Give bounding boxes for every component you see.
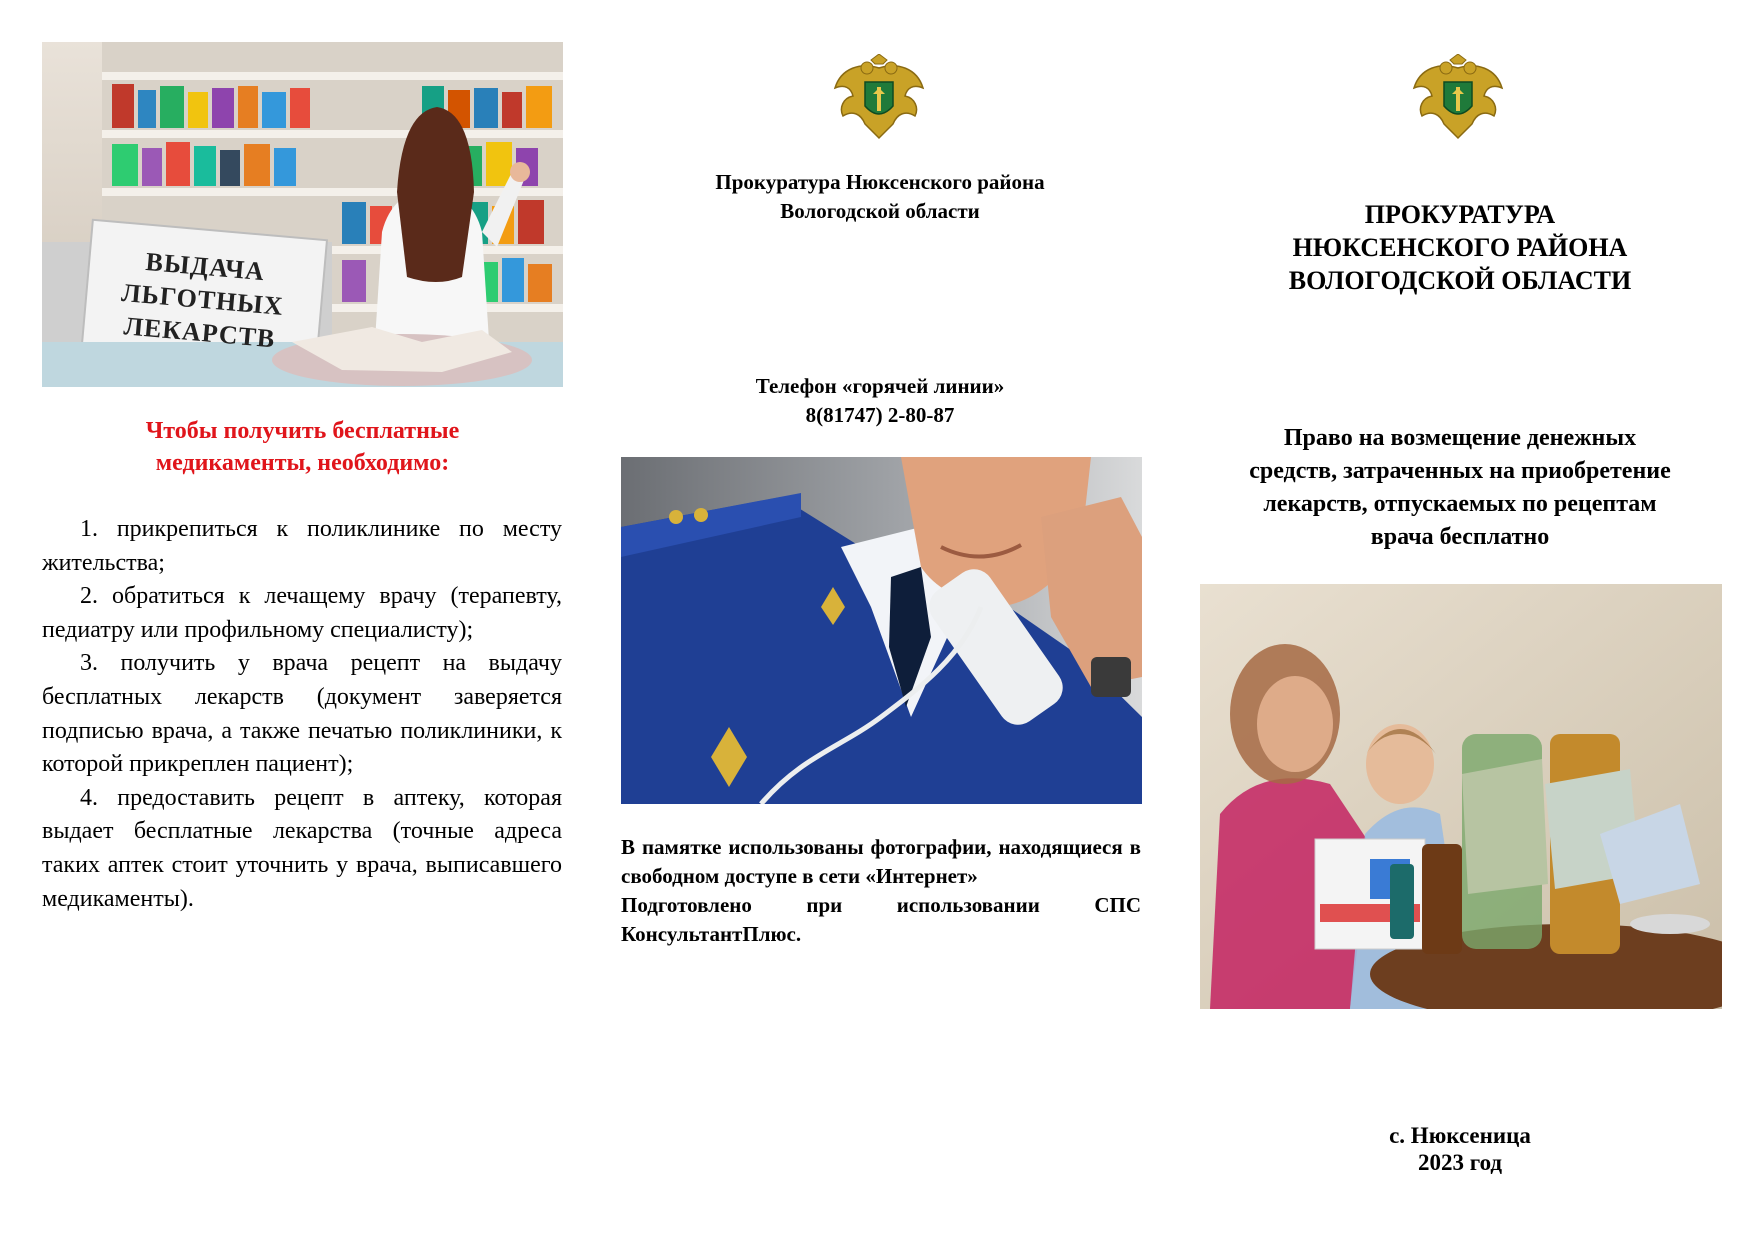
prosecutor-office-title	[1200, 198, 1720, 297]
heading-line: медикаменты, необходимо:	[155, 450, 450, 476]
heading-line: Чтобы получить бесплатные	[145, 418, 460, 444]
hotline-block	[620, 372, 1140, 430]
title-line: лекарств, отпускаемых по рецептам	[1263, 491, 1657, 517]
title-line: средств, затраченных на приобретение	[1249, 458, 1671, 484]
step-item: 2. обратиться к лечащему врачу (терапевту, педиатру или профильному специалисту);	[42, 583, 562, 643]
step-item: 3. получить у врача рецепт на выдачу бесплатных лекарств (документ заверяется подписью врача, а также печатью поликлиники, к которой прикреплен пациент);	[42, 650, 562, 778]
medicine-money-photo	[1200, 584, 1722, 1009]
prosecutor-office-name	[620, 168, 1140, 226]
brochure-title	[1190, 422, 1730, 554]
sign-line: ВЫДАЧА	[144, 246, 267, 287]
prosecutor-phone-photo	[621, 457, 1142, 804]
step-item: 1. прикрепиться к поликлинике по месту жительства;	[42, 516, 562, 576]
title-line: Право на возмещение денежных	[1283, 425, 1637, 451]
title-line: врача бесплатно	[1370, 524, 1550, 550]
free-medicine-heading	[60, 415, 545, 479]
place-name: с. Нюксеница	[1389, 1123, 1531, 1148]
org-caps-line: НЮКСЕНСКОГО РАЙОНА	[1292, 233, 1628, 262]
photos-credit: В памятке использованы фотографии, находящиеся в свободном доступе в сети «Интернет»	[621, 835, 1141, 888]
pharmacy-photo	[42, 42, 563, 387]
org-caps-line: ПРОКУРАТУРА	[1364, 200, 1556, 229]
steps-list	[42, 513, 562, 916]
consultant-credit: Подготовлено при использовании СПС КонсультантПлюс.	[621, 893, 1141, 946]
org-line: Вологодской области	[780, 199, 980, 223]
hotline-number: 8(81747) 2-80-87	[805, 403, 955, 427]
hotline-label: Телефон «горячей линии»	[755, 374, 1005, 398]
publication-year: 2023 год	[1417, 1150, 1503, 1175]
step-item: 4. предоставить рецепт в аптеку, которая выдает бесплатные лекарства (точные адреса таких аптек стоит уточнить у врача, выписавшего медикаменты).	[42, 784, 562, 912]
sign-line: ЛЕКАРСТВ	[122, 311, 277, 354]
prosecutor-emblem-icon	[1410, 54, 1506, 144]
org-caps-line: ВОЛОГОДСКОЙ ОБЛАСТИ	[1288, 266, 1632, 295]
pharmacy-sign	[77, 218, 329, 369]
prosecutor-emblem-icon	[831, 54, 927, 144]
org-line: Прокуратура Нюксенского района	[715, 170, 1045, 194]
sign-line: ЛЬГОТНЫХ	[120, 277, 285, 322]
credits-note	[621, 833, 1141, 949]
